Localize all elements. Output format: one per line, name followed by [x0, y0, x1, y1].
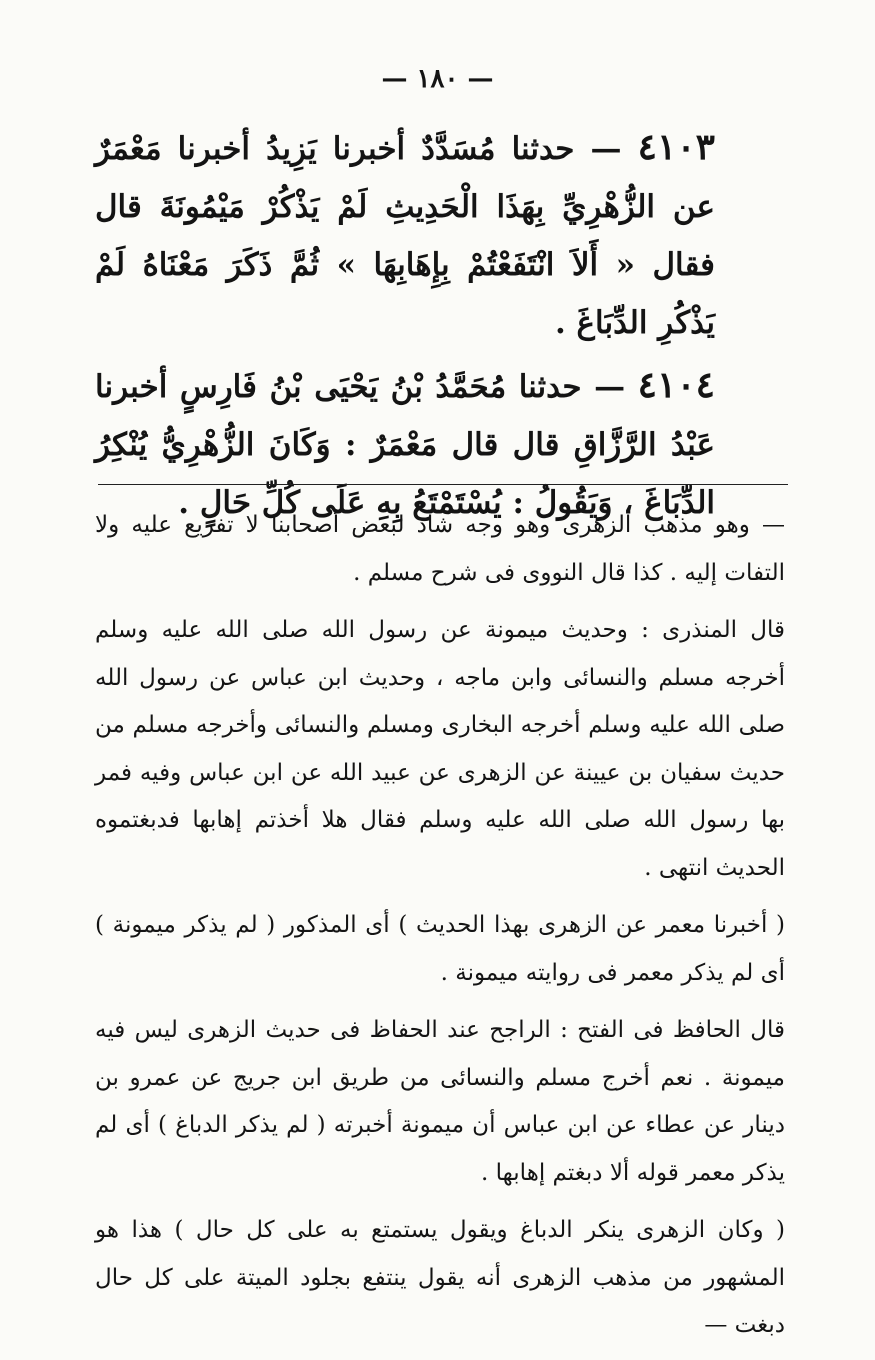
hadith-text: — حدثنا مُحَمَّدُ بْنُ يَحْيَى بْنُ فَارِسٍ أخبرنا عَبْدُ الرَّزَّاقِ قال قال مَعْمَرٌ : وَكَانَ الزُّهْرِيُّ يُنْكِرُ الدِّبَاغَ ، وَيَقُولُ : يُسْتَمْتَعُ بِهِ عَلَى كُلِّ حَالٍ . [95, 369, 715, 521]
commentary-paragraph: ( وكان الزهرى ينكر الدباغ ويقول يستمتع به على كل حال ) هذا هو المشهور من مذهب الزهرى أنه يقول ينتفع بجلود الميتة على كل حال دبغت — [95, 1217, 785, 1338]
commentary-paragraph: ( أخبرنا معمر عن الزهرى بهذا الحديث ) أى المذكور ( لم يذكر ميمونة ) أى لم يذكر معمر فى روايته ميمونة . [95, 912, 785, 986]
commentary-section [95, 502, 785, 1360]
hadith-4103 [95, 118, 715, 352]
hadith-number: ٤١٠٣ [637, 126, 715, 168]
hadith-text: — حدثنا مُسَدَّدٌ أخبرنا يَزِيدُ أخبرنا مَعْمَرٌ عن الزُّهْرِيِّ بِهَذَا الْحَدِيثِ لَمْ يَذْكُرْ مَيْمُونَةَ قال فقال « أَلاَ انْتَفَعْتُمْ بِإِهَابِهَا » ثُمَّ ذَكَرَ مَعْنَاهُ لَمْ يَذْكُرِ الدِّبَاغَ . [95, 131, 715, 341]
commentary-paragraph: قال الحافظ فى الفتح : الراجح عند الحفاظ فى حديث الزهرى ليس فيه ميمونة . نعم أخرج مسلم والنسائى من طريق ابن جريج عن عمرو بن دينار عن عطاء عن ابن عباس أن ميمونة أخبرته ( لم يذكر الدباغ ) أى لم يذكر معمر قوله ألا دبغتم إهابها . [95, 1017, 785, 1186]
hadith-number: ٤١٠٤ [637, 364, 716, 406]
page-number: — ١٨٠ — [381, 64, 494, 94]
commentary-paragraph: — وهو مذهب الزهرى وهو وجه شاذ لبعض أصحابنا لا تفريع عليه ولا التفات إليه . كذا قال النووى فى شرح مسلم . [95, 512, 785, 586]
hadith-section [95, 118, 715, 536]
footnote-divider [98, 484, 788, 485]
commentary-paragraph: قال المنذرى : وحديث ميمونة عن رسول الله صلى الله عليه وسلم أخرجه مسلم والنسائى وابن ماجه ، وحديث ابن عباس عن رسول الله صلى الله عليه وسلم أخرجه البخارى ومسلم والنسائى وأخرجه مسلم من حديث سفيان بن عيينة عن الزهرى عن عبيد الله عن ابن عباس وفيه فمر بها رسول الله صلى الله عليه وسلم فقال هلا أخذتم إهابها فدبغتموه الحديث انتهى . [95, 617, 785, 881]
